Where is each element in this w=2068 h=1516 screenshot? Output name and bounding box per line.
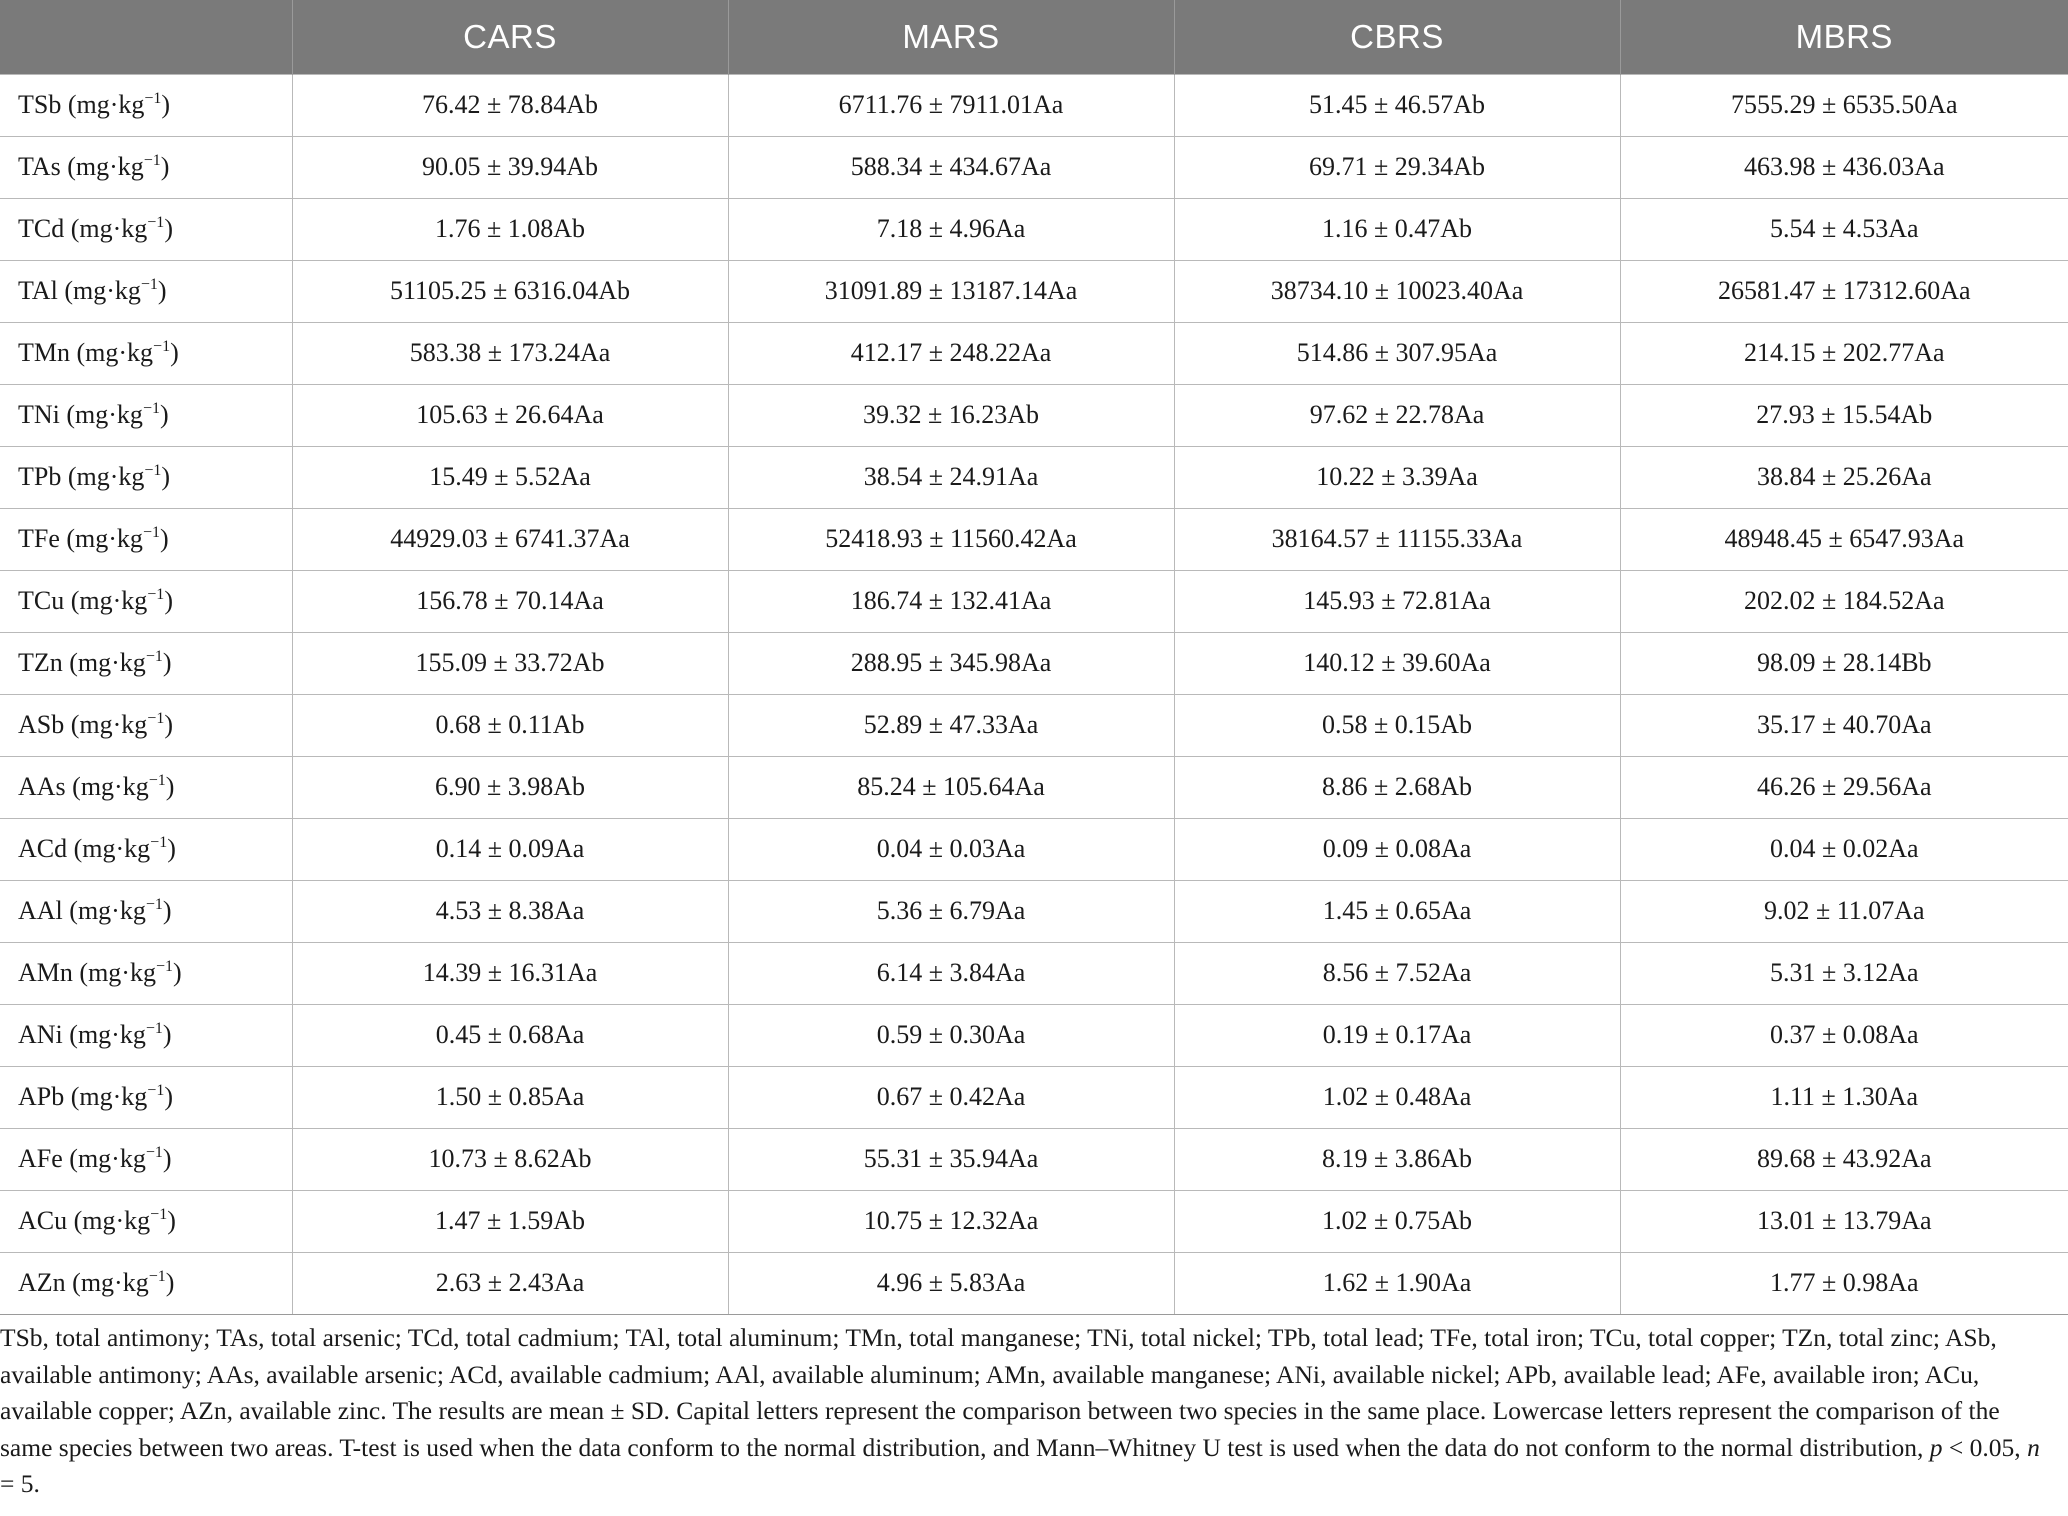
row-unit-exponent: −1 <box>148 1268 166 1285</box>
row-label: AAl <box>18 896 63 925</box>
table-row <box>0 1004 2068 1066</box>
value-cell: 0.45 ± 0.68Aa <box>292 1004 728 1066</box>
row-unit <box>71 1082 173 1111</box>
value-cell: 4.53 ± 8.38Aa <box>292 880 728 942</box>
row-label: AAs <box>18 772 66 801</box>
row-label-cell <box>0 198 292 260</box>
value-cell: 85.24 ± 105.64Aa <box>728 756 1174 818</box>
value-cell: 1.47 ± 1.59Ab <box>292 1190 728 1252</box>
value-cell: 10.22 ± 3.39Aa <box>1174 446 1620 508</box>
value-cell: 0.67 ± 0.42Aa <box>728 1066 1174 1128</box>
row-unit <box>72 1268 174 1297</box>
row-unit-exponent: −1 <box>145 1144 163 1161</box>
row-unit-close: ) <box>164 214 173 243</box>
row-label-cell <box>0 880 292 942</box>
row-label-cell <box>0 1128 292 1190</box>
row-unit-exponent: −1 <box>144 462 162 479</box>
row-unit-close: ) <box>160 152 170 181</box>
row-label: TNi <box>18 400 60 429</box>
value-cell: 514.86 ± 307.95Aa <box>1174 322 1620 384</box>
row-label-cell <box>0 942 292 1004</box>
row-unit-base: (mg·kg <box>64 276 141 305</box>
row-label-cell <box>0 756 292 818</box>
value-cell: 145.93 ± 72.81Aa <box>1174 570 1620 632</box>
row-unit <box>77 338 179 367</box>
row-unit-close: ) <box>172 958 182 987</box>
value-cell: 0.58 ± 0.15Ab <box>1174 694 1620 756</box>
value-cell: 186.74 ± 132.41Aa <box>728 570 1174 632</box>
row-unit <box>69 1144 171 1173</box>
row-label: ACd <box>18 834 68 863</box>
value-cell: 5.36 ± 6.79Aa <box>728 880 1174 942</box>
value-cell: 1.02 ± 0.48Aa <box>1174 1066 1620 1128</box>
row-unit-exponent: −1 <box>145 1020 163 1037</box>
row-unit <box>74 834 176 863</box>
row-unit-base: (mg·kg <box>69 648 146 677</box>
row-label-cell <box>0 632 292 694</box>
row-unit <box>72 772 174 801</box>
value-cell: 38164.57 ± 11155.33Aa <box>1174 508 1620 570</box>
value-cell: 0.04 ± 0.02Aa <box>1620 818 2068 880</box>
table-footnote <box>0 1320 2052 1503</box>
value-cell: 5.54 ± 4.53Aa <box>1620 198 2068 260</box>
value-cell: 0.04 ± 0.03Aa <box>728 818 1174 880</box>
value-cell: 1.02 ± 0.75Ab <box>1174 1190 1620 1252</box>
table-row <box>0 1128 2068 1190</box>
row-label-cell <box>0 384 292 446</box>
table-row <box>0 694 2068 756</box>
row-label: ASb <box>18 710 65 739</box>
value-cell: 15.49 ± 5.52Aa <box>292 446 728 508</box>
row-unit-exponent: −1 <box>143 152 161 169</box>
value-cell: 2.63 ± 2.43Aa <box>292 1252 728 1314</box>
value-cell: 1.11 ± 1.30Aa <box>1620 1066 2068 1128</box>
row-unit-exponent: −1 <box>145 896 163 913</box>
row-unit-close: ) <box>162 896 172 925</box>
table-row <box>0 1066 2068 1128</box>
header-cell-mbrs: MBRS <box>1620 0 2068 74</box>
row-unit <box>68 90 170 119</box>
row-unit-base: (mg·kg <box>72 1268 149 1297</box>
value-cell: 1.16 ± 0.47Ab <box>1174 198 1620 260</box>
row-label: AFe <box>18 1144 63 1173</box>
row-unit <box>69 1020 171 1049</box>
value-cell: 10.73 ± 8.62Ab <box>292 1128 728 1190</box>
value-cell: 10.75 ± 12.32Aa <box>728 1190 1174 1252</box>
value-cell: 583.38 ± 173.24Aa <box>292 322 728 384</box>
row-unit-close: ) <box>165 1268 175 1297</box>
row-unit-close: ) <box>161 462 171 491</box>
value-cell: 13.01 ± 13.79Aa <box>1620 1190 2068 1252</box>
value-cell: 1.77 ± 0.98Aa <box>1620 1252 2068 1314</box>
row-unit-close: ) <box>170 338 179 367</box>
row-label-cell <box>0 1004 292 1066</box>
value-cell: 412.17 ± 248.22Aa <box>728 322 1174 384</box>
row-unit-base: (mg·kg <box>67 462 145 491</box>
value-cell: 588.34 ± 434.67Aa <box>728 136 1174 198</box>
value-cell: 8.19 ± 3.86Ab <box>1174 1128 1620 1190</box>
footnote-n-symbol: n <box>2027 1432 2040 1462</box>
value-cell: 52.89 ± 47.33Aa <box>728 694 1174 756</box>
row-unit-base: (mg·kg <box>69 1020 146 1049</box>
row-unit-close: ) <box>164 586 173 615</box>
value-cell: 156.78 ± 70.14Aa <box>292 570 728 632</box>
row-unit-base: (mg·kg <box>70 710 148 739</box>
header-cell-blank <box>0 0 292 74</box>
header-row <box>0 0 2068 74</box>
row-unit-close: ) <box>161 90 171 119</box>
table-body <box>0 74 2068 1314</box>
value-cell: 0.09 ± 0.08Aa <box>1174 818 1620 880</box>
row-unit-base: (mg·kg <box>69 1144 146 1173</box>
row-unit-exponent: −1 <box>147 710 165 727</box>
table-row <box>0 1252 2068 1314</box>
value-cell: 0.37 ± 0.08Aa <box>1620 1004 2068 1066</box>
row-label-cell <box>0 1252 292 1314</box>
row-unit-close: ) <box>159 400 169 429</box>
value-cell: 38.84 ± 25.26Aa <box>1620 446 2068 508</box>
value-cell: 44929.03 ± 6741.37Aa <box>292 508 728 570</box>
row-unit <box>69 648 171 677</box>
row-unit-close: ) <box>162 1020 172 1049</box>
value-cell: 5.31 ± 3.12Aa <box>1620 942 2068 1004</box>
row-unit <box>71 586 173 615</box>
row-unit-base: (mg·kg <box>73 834 151 863</box>
row-unit-exponent: −1 <box>148 772 166 789</box>
table-row <box>0 818 2068 880</box>
row-label: ANi <box>18 1020 63 1049</box>
row-unit-close: ) <box>167 1206 176 1235</box>
value-cell: 8.56 ± 7.52Aa <box>1174 942 1620 1004</box>
table-row <box>0 74 2068 136</box>
table-row <box>0 384 2068 446</box>
table-row <box>0 942 2068 1004</box>
row-unit-base: (mg·kg <box>67 152 144 181</box>
table-row <box>0 198 2068 260</box>
row-unit-base: (mg·kg <box>70 214 148 243</box>
row-label: TZn <box>18 648 63 677</box>
row-label: TMn <box>18 338 70 367</box>
row-unit-exponent: −1 <box>147 214 165 231</box>
row-unit <box>68 462 170 491</box>
value-cell: 0.68 ± 0.11Ab <box>292 694 728 756</box>
row-unit-base: (mg·kg <box>76 338 154 367</box>
row-unit-exponent: −1 <box>142 400 160 417</box>
row-label: AMn <box>18 958 73 987</box>
value-cell: 463.98 ± 436.03Aa <box>1620 136 2068 198</box>
value-cell: 0.19 ± 0.17Aa <box>1174 1004 1620 1066</box>
value-cell: 27.93 ± 15.54Ab <box>1620 384 2068 446</box>
row-unit-close: ) <box>162 648 172 677</box>
row-unit-exponent: −1 <box>150 834 168 851</box>
value-cell: 4.96 ± 5.83Aa <box>728 1252 1174 1314</box>
table-row <box>0 632 2068 694</box>
row-label: ACu <box>18 1206 68 1235</box>
row-unit-close: ) <box>159 524 169 553</box>
row-unit-base: (mg·kg <box>69 896 146 925</box>
row-unit-exponent: −1 <box>144 90 162 107</box>
row-unit-exponent: −1 <box>153 338 171 355</box>
row-unit-base: (mg·kg <box>66 524 143 553</box>
footnote-n-text: = 5. <box>0 1469 40 1498</box>
value-cell: 155.09 ± 33.72Ab <box>292 632 728 694</box>
value-cell: 38.54 ± 24.91Aa <box>728 446 1174 508</box>
table-row <box>0 756 2068 818</box>
value-cell: 1.50 ± 0.85Aa <box>292 1066 728 1128</box>
value-cell: 1.62 ± 1.90Aa <box>1174 1252 1620 1314</box>
row-unit-base: (mg·kg <box>67 90 145 119</box>
row-label: TSb <box>18 90 62 119</box>
value-cell: 69.71 ± 29.34Ab <box>1174 136 1620 198</box>
row-label-cell <box>0 446 292 508</box>
row-unit <box>69 896 171 925</box>
value-cell: 46.26 ± 29.56Aa <box>1620 756 2068 818</box>
value-cell: 105.63 ± 26.64Aa <box>292 384 728 446</box>
value-cell: 7555.29 ± 6535.50Aa <box>1620 74 2068 136</box>
row-label-cell <box>0 260 292 322</box>
value-cell: 76.42 ± 78.84Ab <box>292 74 728 136</box>
row-unit-exponent: −1 <box>142 524 160 541</box>
value-cell: 202.02 ± 184.52Aa <box>1620 570 2068 632</box>
row-label-cell <box>0 136 292 198</box>
value-cell: 39.32 ± 16.23Ab <box>728 384 1174 446</box>
value-cell: 140.12 ± 39.60Aa <box>1174 632 1620 694</box>
table-row <box>0 446 2068 508</box>
row-unit <box>71 214 173 243</box>
row-unit <box>71 710 173 739</box>
row-unit-close: ) <box>164 1082 173 1111</box>
row-label-cell <box>0 818 292 880</box>
row-unit-close: ) <box>157 276 167 305</box>
footnote-p-text: < 0.05, <box>1942 1432 2028 1462</box>
value-cell: 55.31 ± 35.94Aa <box>728 1128 1174 1190</box>
row-unit <box>64 276 166 305</box>
row-unit-exponent: −1 <box>140 276 158 293</box>
value-cell: 31091.89 ± 13187.14Aa <box>728 260 1174 322</box>
value-cell: 35.17 ± 40.70Aa <box>1620 694 2068 756</box>
value-cell: 1.76 ± 1.08Ab <box>292 198 728 260</box>
value-cell: 26581.47 ± 17312.60Aa <box>1620 260 2068 322</box>
row-unit-close: ) <box>162 1144 172 1173</box>
row-label-cell <box>0 1066 292 1128</box>
row-unit-close: ) <box>164 710 173 739</box>
value-cell: 6.90 ± 3.98Ab <box>292 756 728 818</box>
value-cell: 51.45 ± 46.57Ab <box>1174 74 1620 136</box>
row-unit-base: (mg·kg <box>73 1206 151 1235</box>
row-label: TFe <box>18 524 60 553</box>
row-label-cell <box>0 508 292 570</box>
row-unit <box>66 400 168 429</box>
value-cell: 0.59 ± 0.30Aa <box>728 1004 1174 1066</box>
row-unit-base: (mg·kg <box>70 1082 148 1111</box>
row-label-cell <box>0 74 292 136</box>
row-label-cell <box>0 570 292 632</box>
table-row <box>0 880 2068 942</box>
value-cell: 97.62 ± 22.78Aa <box>1174 384 1620 446</box>
value-cell: 90.05 ± 39.94Ab <box>292 136 728 198</box>
value-cell: 1.45 ± 0.65Aa <box>1174 880 1620 942</box>
value-cell: 8.86 ± 2.68Ab <box>1174 756 1620 818</box>
header-cell-mars: MARS <box>728 0 1174 74</box>
row-unit <box>79 958 181 987</box>
row-label: TAs <box>18 152 61 181</box>
value-cell: 9.02 ± 11.07Aa <box>1620 880 2068 942</box>
value-cell: 14.39 ± 16.31Aa <box>292 942 728 1004</box>
table-row <box>0 508 2068 570</box>
table-row <box>0 1190 2068 1252</box>
value-cell: 51105.25 ± 6316.04Ab <box>292 260 728 322</box>
value-cell: 0.14 ± 0.09Aa <box>292 818 728 880</box>
row-label: APb <box>18 1082 65 1111</box>
row-unit-base: (mg·kg <box>70 586 148 615</box>
row-unit-base: (mg·kg <box>72 772 149 801</box>
row-label: TPb <box>18 462 62 491</box>
row-unit-base: (mg·kg <box>66 400 143 429</box>
row-unit <box>67 152 169 181</box>
table-row <box>0 260 2068 322</box>
value-cell: 98.09 ± 28.14Bb <box>1620 632 2068 694</box>
row-unit-close: ) <box>167 834 176 863</box>
value-cell: 89.68 ± 43.92Aa <box>1620 1128 2068 1190</box>
row-label-cell <box>0 1190 292 1252</box>
footnote-text: TSb, total antimony; TAs, total arsenic; TCd, total cadmium; TAl, total aluminum; TMn, total manganese; TNi, total nickel; TPb, total lead; TFe, total iron; TCu, total copper; TZn, total zinc; ASb, available antimony; AAs, available arsenic; ACd, available cadmium; AAl, available aluminum; AMn, available manganese; ANi, available nickel; APb, available lead; AFe, available iron; ACu, available copper; AZn, available zinc. The results are mean ± SD. Capital letters represent the comparison between two species in the same place. Lowercase letters represent the comparison of the same species between two areas. T-test is used when the data conform to the normal distribution, and Mann–Whitney U test is used when the data do not conform to the normal distribution, <box>0 1323 2000 1462</box>
table-row <box>0 322 2068 384</box>
row-unit-close: ) <box>165 772 175 801</box>
row-unit-exponent: −1 <box>145 648 163 665</box>
row-unit-base: (mg·kg <box>79 958 156 987</box>
value-cell: 6.14 ± 3.84Aa <box>728 942 1174 1004</box>
row-label: TCd <box>18 214 65 243</box>
row-label: TCu <box>18 586 65 615</box>
header-cell-cars: CARS <box>292 0 728 74</box>
value-cell: 48948.45 ± 6547.93Aa <box>1620 508 2068 570</box>
row-label-cell <box>0 322 292 384</box>
row-label: TAl <box>18 276 58 305</box>
row-unit-exponent: −1 <box>150 1206 168 1223</box>
row-unit-exponent: −1 <box>147 1082 165 1099</box>
table-row <box>0 136 2068 198</box>
row-unit <box>66 524 168 553</box>
footnote-p-symbol: p <box>1929 1432 1943 1462</box>
value-cell: 7.18 ± 4.96Aa <box>728 198 1174 260</box>
value-cell: 214.15 ± 202.77Aa <box>1620 322 2068 384</box>
value-cell: 38734.10 ± 10023.40Aa <box>1174 260 1620 322</box>
header-cell-cbrs: CBRS <box>1174 0 1620 74</box>
row-unit-exponent: −1 <box>155 958 173 975</box>
value-cell: 52418.93 ± 11560.42Aa <box>728 508 1174 570</box>
value-cell: 6711.76 ± 7911.01Aa <box>728 74 1174 136</box>
value-cell: 288.95 ± 345.98Aa <box>728 632 1174 694</box>
row-label: AZn <box>18 1268 66 1297</box>
table-row <box>0 570 2068 632</box>
row-unit <box>74 1206 176 1235</box>
row-label-cell <box>0 694 292 756</box>
row-unit-exponent: −1 <box>147 586 165 603</box>
